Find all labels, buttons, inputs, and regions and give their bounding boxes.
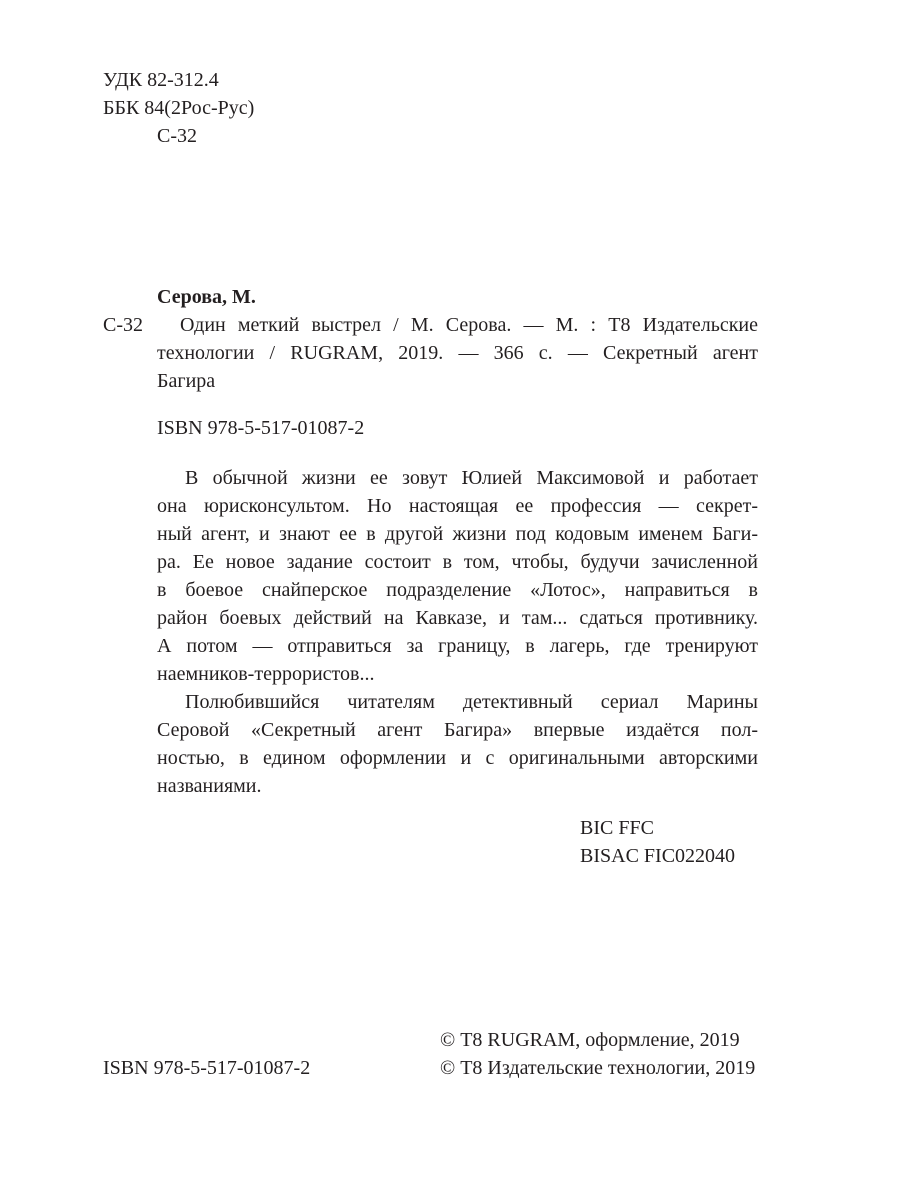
annotation-line: Серовой «Секретный агент Багира» впервые издаётся пол- — [157, 719, 758, 741]
bbk-code: ББК 84(2Рос-Рус) — [103, 97, 255, 119]
udk-code: УДК 82-312.4 — [103, 69, 219, 91]
author-sign: С-32 — [157, 125, 197, 147]
bic-code: BIC FFC — [580, 817, 654, 839]
bisac-code: BISAC FIC022040 — [580, 845, 736, 867]
annotation-line: А потом — отправиться за границу, в лагерь, где тренируют — [157, 635, 758, 657]
copyright-publisher: © Т8 Издательские технологии, 2019 — [440, 1057, 756, 1079]
annotation-line: наемников-террористов... — [157, 663, 375, 685]
entry-isbn: ISBN 978-5-517-01087-2 — [157, 417, 365, 439]
annotation-line: ра. Ее новое задание состоит в том, чтобы, будучи зачисленной — [157, 551, 758, 573]
footer-isbn: ISBN 978-5-517-01087-2 — [103, 1057, 311, 1079]
annotation-line: Полюбившийся читателям детективный сериал Марины — [185, 691, 758, 713]
entry-author: Серова, М. — [157, 286, 256, 308]
copyright-design: © Т8 RUGRAM, оформление, 2019 — [440, 1029, 740, 1051]
entry-line: Багира — [157, 370, 216, 392]
annotation-line: ный агент, и знают ее в другой жизни под кодовым именем Баги- — [157, 523, 758, 545]
annotation-line: она юрисконсультом. Но настоящая ее профессия — секрет- — [157, 495, 758, 517]
annotation-line: названиями. — [157, 775, 262, 797]
annotation-line: ностью, в едином оформлении и с оригинальными авторскими — [157, 747, 758, 769]
entry-sign: С-32 — [103, 314, 143, 336]
annotation-line: район боевых действий на Кавказе, и там... сдаться противнику. — [157, 607, 758, 629]
entry-line: Один меткий выстрел / М. Серова. — М. : Т8 Издательские — [180, 314, 758, 336]
annotation-line: в боевое снайперское подразделение «Лотос», направиться в — [157, 579, 758, 601]
annotation-line: В обычной жизни ее зовут Юлией Максимовой и работает — [185, 467, 758, 489]
entry-line: технологии / RUGRAM, 2019. — 366 с. — Секретный агент — [157, 342, 758, 364]
